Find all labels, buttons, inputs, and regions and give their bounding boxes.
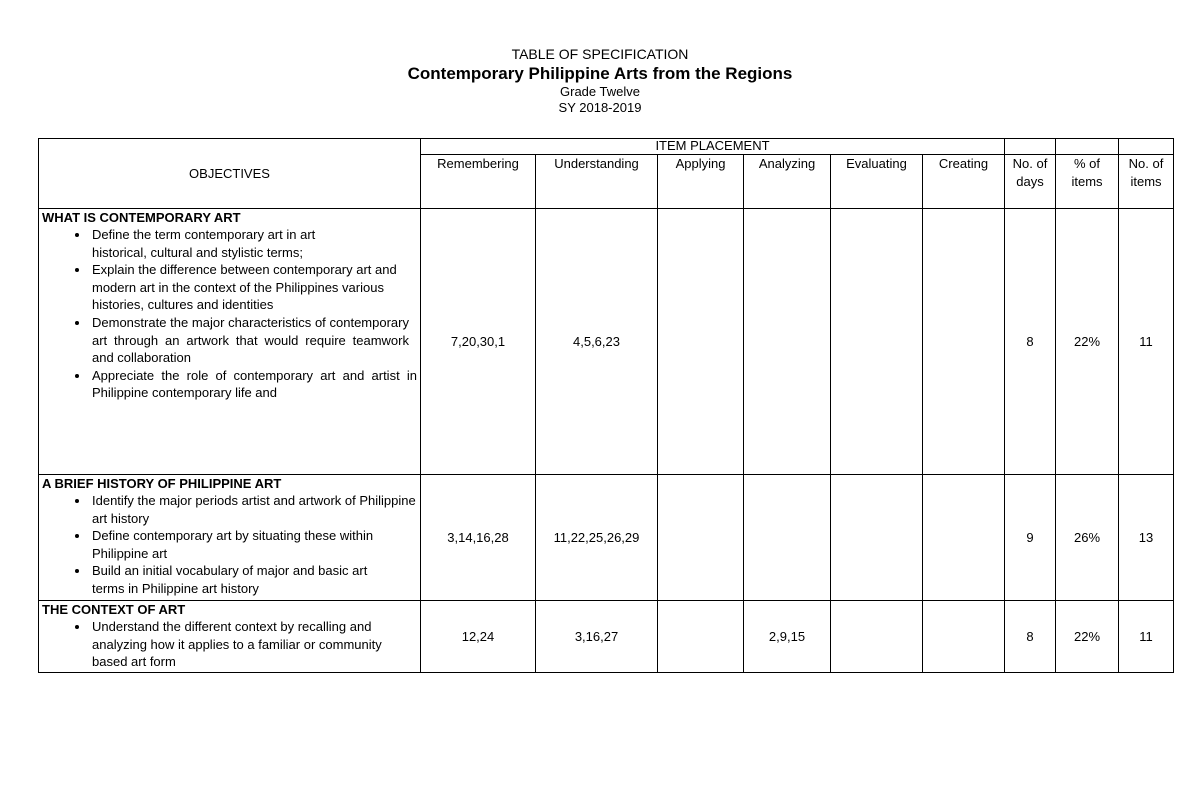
- objective-item: • Build an initial vocabulary of major and basic art terms in Philippine art history: [90, 562, 417, 597]
- remembering-items: 12,24: [421, 601, 536, 673]
- percent-value: 22%: [1056, 209, 1119, 475]
- objective-item: • Define contemporary art by situating these within Philippine art: [90, 527, 417, 562]
- days-value: 8: [1005, 601, 1056, 673]
- remembering-items: 3,14,16,28: [421, 475, 536, 601]
- grade-level: Grade Twelve: [560, 84, 640, 99]
- evaluating-items: [831, 475, 923, 601]
- percent-value: 26%: [1056, 475, 1119, 601]
- applying-items: [658, 601, 744, 673]
- percent-value: 22%: [1056, 601, 1119, 673]
- header-spacer-cell: [1119, 139, 1174, 155]
- analyzing-items: [744, 209, 831, 475]
- understanding-items: 3,16,27: [536, 601, 658, 673]
- item-count-value: 11: [1119, 209, 1174, 475]
- applying-items: [658, 475, 744, 601]
- item-count-header: No. of items: [1119, 155, 1174, 209]
- objective-item: • Appreciate the role of contemporary art and artist in Philippine contemporary life and: [90, 367, 417, 402]
- objective-item: • Explain the difference between contemporary art and modern art in the context of the Philippines various histories, cultures and identities: [90, 261, 417, 314]
- objective-item: • Demonstrate the major characteristics of contemporary art through an artwork that would require teamwork and collaboration: [90, 314, 417, 367]
- evaluating-items: [831, 601, 923, 673]
- level-header-creating: Creating: [923, 155, 1005, 209]
- level-header-understanding: Understanding: [536, 155, 658, 209]
- objective-item: • Identify the major periods artist and artwork of Philippine art history: [90, 492, 417, 527]
- level-header-remembering: Remembering: [421, 155, 536, 209]
- item-placement-header: ITEM PLACEMENT: [421, 139, 1005, 155]
- days-header: No. of days: [1005, 155, 1056, 209]
- days-value: 9: [1005, 475, 1056, 601]
- table-row: [39, 209, 1174, 475]
- header-spacer-cell: [1056, 139, 1119, 155]
- applying-items: [658, 209, 744, 475]
- analyzing-items: [744, 475, 831, 601]
- section-title: THE CONTEXT OF ART: [42, 602, 186, 617]
- objective-cell: [39, 601, 421, 673]
- analyzing-items: 2,9,15: [744, 601, 831, 673]
- remembering-items: 7,20,30,1: [421, 209, 536, 475]
- section-title: WHAT IS CONTEMPORARY ART: [42, 210, 241, 225]
- percent-header: % of items: [1056, 155, 1119, 209]
- table-row: [39, 601, 1174, 673]
- item-count-value: 13: [1119, 475, 1174, 601]
- objectives-header: OBJECTIVES: [39, 139, 421, 209]
- creating-items: [923, 601, 1005, 673]
- table-row: [39, 475, 1174, 601]
- objective-item: • Understand the different context by recalling and analyzing how it applies to a familiar or community based art form: [90, 618, 417, 671]
- item-count-value: 11: [1119, 601, 1174, 673]
- objective-cell: [39, 475, 421, 601]
- objective-list: [42, 618, 417, 671]
- subject-title: Contemporary Philippine Arts from the Regions: [407, 64, 793, 83]
- understanding-items: 11,22,25,26,29: [536, 475, 658, 601]
- objective-item: • Define the term contemporary art in art historical, cultural and stylistic terms;: [90, 226, 417, 261]
- school-year: SY 2018-2019: [558, 100, 642, 115]
- evaluating-items: [831, 209, 923, 475]
- header-row-top: [39, 139, 1174, 155]
- level-header-evaluating: Evaluating: [831, 155, 923, 209]
- creating-items: [923, 475, 1005, 601]
- level-header-applying: Applying: [658, 155, 744, 209]
- section-title: A BRIEF HISTORY OF PHILIPPINE ART: [42, 476, 282, 491]
- objective-list: [42, 492, 417, 598]
- specification-table: [38, 138, 1174, 673]
- objective-cell: [39, 209, 421, 475]
- document-heading: TABLE OF SPECIFICATION: [511, 46, 689, 62]
- days-value: 8: [1005, 209, 1056, 475]
- level-header-analyzing: Analyzing: [744, 155, 831, 209]
- creating-items: [923, 209, 1005, 475]
- document-header: [0, 46, 1200, 116]
- understanding-items: 4,5,6,23: [536, 209, 658, 475]
- header-spacer-cell: [1005, 139, 1056, 155]
- objective-list: [42, 226, 417, 402]
